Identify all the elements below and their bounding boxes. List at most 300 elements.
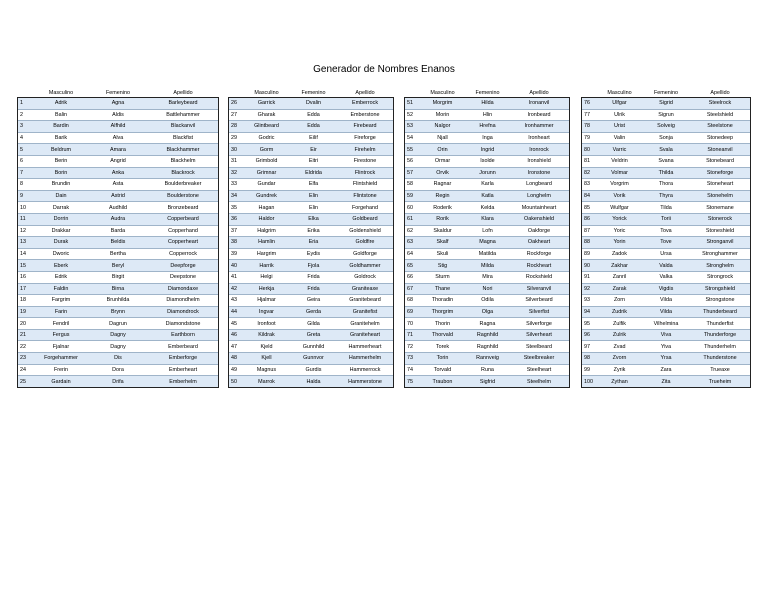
table-row (229, 341, 393, 353)
row-number: 46 (229, 329, 243, 341)
male-name: Harrik (243, 260, 290, 272)
table-row (582, 213, 750, 225)
male-name: Zythan (597, 376, 642, 387)
row-number: 66 (405, 271, 419, 283)
table-row (582, 376, 750, 387)
column-header-male: Masculino (243, 88, 290, 98)
row-number: 30 (229, 144, 243, 156)
row-number: 70 (405, 318, 419, 330)
row-number: 3 (18, 121, 34, 133)
table-row (18, 237, 218, 249)
row-number: 5 (18, 144, 34, 156)
male-name: Thorin (419, 318, 466, 330)
male-name: Gharak (243, 109, 290, 121)
surname: Stronghammer (690, 248, 750, 260)
surname: Ironheart (509, 132, 569, 144)
surname: Oakenshield (509, 213, 569, 225)
female-name: Sigfrid (466, 376, 509, 387)
table-row (18, 329, 218, 341)
surname: Hammerhelm (337, 353, 393, 365)
table-row (582, 155, 750, 167)
male-name: Skaldur (419, 225, 466, 237)
male-name: Bardin (34, 121, 88, 133)
female-name: Svana (642, 155, 690, 167)
table-row (582, 248, 750, 260)
female-name: Drifa (88, 376, 148, 387)
male-name: Thorgrim (419, 306, 466, 318)
female-name: Sonja (642, 132, 690, 144)
male-name: Skuli (419, 248, 466, 260)
table-row (582, 167, 750, 179)
row-number: 21 (18, 329, 34, 341)
row-number: 62 (405, 225, 419, 237)
surname: Stoneheart (690, 179, 750, 191)
female-name: Yrsa (642, 353, 690, 365)
female-name: Milda (466, 260, 509, 272)
surname: Goldhammer (337, 260, 393, 272)
male-name: Yorin (597, 237, 642, 249)
table-row (229, 121, 393, 133)
male-name: Herkja (243, 283, 290, 295)
female-name: Elka (290, 213, 337, 225)
row-number: 37 (229, 225, 243, 237)
male-name: Berin (34, 155, 88, 167)
table-row (582, 144, 750, 156)
male-name: Gundar (243, 179, 290, 191)
row-number: 98 (582, 353, 597, 365)
female-name: Gunnhild (290, 341, 337, 353)
female-name: Geira (290, 295, 337, 307)
column-header-female: Femenino (642, 88, 690, 98)
row-number: 22 (18, 341, 34, 353)
table-row (18, 167, 218, 179)
female-name: Beryl (88, 260, 148, 272)
row-number: 86 (582, 213, 597, 225)
male-name: Edrik (34, 271, 88, 283)
male-name: Faldin (34, 283, 88, 295)
table-row (18, 213, 218, 225)
female-name: Thyra (642, 190, 690, 202)
surname: Oakheart (509, 237, 569, 249)
row-number: 29 (229, 132, 243, 144)
male-name: Orvik (419, 167, 466, 179)
female-name: Olga (466, 306, 509, 318)
female-name: Beldis (88, 237, 148, 249)
surname: Strongrock (690, 271, 750, 283)
female-name: Dvalin (290, 98, 337, 110)
female-name: Greta (290, 329, 337, 341)
table-row (18, 132, 218, 144)
row-number: 79 (582, 132, 597, 144)
surname: Steelbreaker (509, 353, 569, 365)
surname: Strongshield (690, 283, 750, 295)
surname: Diamondstone (148, 318, 218, 330)
male-name: Torvald (419, 364, 466, 376)
surname: Thunderbeard (690, 306, 750, 318)
table-row (229, 248, 393, 260)
row-number: 75 (405, 376, 419, 387)
female-name: Thilda (642, 167, 690, 179)
male-name: Grimbold (243, 155, 290, 167)
table-row (229, 318, 393, 330)
row-number: 25 (18, 376, 34, 387)
male-name: Eberk (34, 260, 88, 272)
row-number: 89 (582, 248, 597, 260)
surname: Ironrock (509, 144, 569, 156)
row-number: 2 (18, 109, 34, 121)
table-row (229, 376, 393, 387)
surname: Copperhand (148, 225, 218, 237)
row-number: 55 (405, 144, 419, 156)
table-row (229, 364, 393, 376)
table-row (405, 318, 569, 330)
surname: Granitebeard (337, 295, 393, 307)
surname: Steelstone (690, 121, 750, 133)
surname: Boulderstone (148, 190, 218, 202)
male-name: Yoric (597, 225, 642, 237)
table-row (18, 248, 218, 260)
surname: Stonedeep (690, 132, 750, 144)
row-number: 65 (405, 260, 419, 272)
female-name: Jorunn (466, 167, 509, 179)
surname: Barleybeard (148, 98, 218, 110)
female-name: Gilda (290, 318, 337, 330)
female-name: Birgit (88, 271, 148, 283)
female-name: Gerda (290, 306, 337, 318)
row-number: 60 (405, 202, 419, 214)
male-name: Valin (597, 132, 642, 144)
table-row (405, 306, 569, 318)
male-name: Ulfgar (597, 98, 642, 110)
male-name: Gundrek (243, 190, 290, 202)
column-header-male: Masculino (419, 88, 466, 98)
row-number: 61 (405, 213, 419, 225)
row-number: 40 (229, 260, 243, 272)
row-number: 44 (229, 306, 243, 318)
row-number: 80 (582, 144, 597, 156)
column-header-number (405, 88, 419, 98)
table-row (582, 202, 750, 214)
surname: Diamondhelm (148, 295, 218, 307)
female-name: Dora (88, 364, 148, 376)
female-name: Hlin (466, 109, 509, 121)
surname: Stoneshield (690, 225, 750, 237)
names-table-2 (229, 88, 393, 387)
column-header-surname: Apellido (337, 88, 393, 98)
female-name: Eir (290, 144, 337, 156)
table-row (405, 329, 569, 341)
male-name: Nalgor (419, 121, 466, 133)
female-name: Yiva (642, 341, 690, 353)
surname: Firestone (337, 155, 393, 167)
surname: Blackfist (148, 132, 218, 144)
table-row (582, 132, 750, 144)
male-name: Zulrik (597, 329, 642, 341)
table-row (18, 98, 218, 110)
table-row (18, 190, 218, 202)
male-name: Fergus (34, 329, 88, 341)
table-row (405, 179, 569, 191)
female-name: Elin (290, 202, 337, 214)
table-row (582, 237, 750, 249)
surname: Boulderbreaker (148, 179, 218, 191)
female-name: Nori (466, 283, 509, 295)
female-name: Hilda (466, 98, 509, 110)
table-row (229, 295, 393, 307)
surname: Ironshield (509, 155, 569, 167)
table-row (18, 318, 218, 330)
male-name: Halgrim (243, 225, 290, 237)
row-number: 1 (18, 98, 34, 110)
table-row (405, 167, 569, 179)
male-name: Zvad (597, 341, 642, 353)
table-row (405, 248, 569, 260)
row-number: 43 (229, 295, 243, 307)
row-number: 9 (18, 190, 34, 202)
male-name: Morgrim (419, 98, 466, 110)
surname: Fireforge (337, 132, 393, 144)
row-number: 11 (18, 213, 34, 225)
surname: Stronganvil (690, 237, 750, 249)
row-number: 91 (582, 271, 597, 283)
surname: Flintshield (337, 179, 393, 191)
table-row (405, 295, 569, 307)
male-name: Kildrak (243, 329, 290, 341)
female-name: Ingrid (466, 144, 509, 156)
female-name: Gurdis (290, 364, 337, 376)
row-number: 32 (229, 167, 243, 179)
table-row (18, 179, 218, 191)
surname: Emberheart (148, 364, 218, 376)
male-name: Dain (34, 190, 88, 202)
column-header-surname: Apellido (148, 88, 218, 98)
female-name: Kelda (466, 202, 509, 214)
female-name: Odila (466, 295, 509, 307)
table-row (582, 260, 750, 272)
female-name: Eitri (290, 155, 337, 167)
surname: Thunderforge (690, 329, 750, 341)
male-name: Hamlin (243, 237, 290, 249)
surname: Emberstone (337, 109, 393, 121)
row-number: 14 (18, 248, 34, 260)
row-number: 49 (229, 364, 243, 376)
female-name: Frida (290, 283, 337, 295)
table-row (582, 225, 750, 237)
female-name: Birna (88, 283, 148, 295)
surname: Stronghelm (690, 260, 750, 272)
surname: Ironbeard (509, 109, 569, 121)
table-row (18, 364, 218, 376)
male-name: Ormar (419, 155, 466, 167)
female-name: Sigrid (642, 98, 690, 110)
surname: Stonebeard (690, 155, 750, 167)
table-row (18, 376, 218, 387)
female-name: Thora (642, 179, 690, 191)
female-name: Ragna (466, 318, 509, 330)
table-row (405, 98, 569, 110)
row-number: 45 (229, 318, 243, 330)
row-number: 34 (229, 190, 243, 202)
female-name: Katla (466, 190, 509, 202)
surname: Copperheart (148, 237, 218, 249)
male-name: Barik (34, 132, 88, 144)
female-name: Bertha (88, 248, 148, 260)
row-number: 96 (582, 329, 597, 341)
row-number: 18 (18, 295, 34, 307)
table-row (582, 190, 750, 202)
male-name: Kjell (243, 353, 290, 365)
surname: Trueheim (690, 376, 750, 387)
row-number: 87 (582, 225, 597, 237)
female-name: Valka (642, 271, 690, 283)
table-row (18, 295, 218, 307)
male-name: Thorvald (419, 329, 466, 341)
table-row (582, 341, 750, 353)
row-number: 31 (229, 155, 243, 167)
surname: Firebeard (337, 121, 393, 133)
row-number: 27 (229, 109, 243, 121)
female-name: Halda (290, 376, 337, 387)
surname: Stoneanvil (690, 144, 750, 156)
surname: Diamondaxe (148, 283, 218, 295)
row-number: 77 (582, 109, 597, 121)
male-name: Zorn (597, 295, 642, 307)
row-number: 81 (582, 155, 597, 167)
table-row (405, 155, 569, 167)
female-name: Fjola (290, 260, 337, 272)
table-row (18, 260, 218, 272)
table-row (229, 155, 393, 167)
male-name: Ingvar (243, 306, 290, 318)
table-row (405, 225, 569, 237)
female-name: Solveig (642, 121, 690, 133)
female-name: Angrid (88, 155, 148, 167)
table-row (18, 353, 218, 365)
surname: Forgehand (337, 202, 393, 214)
surname: Flintstone (337, 190, 393, 202)
row-number: 51 (405, 98, 419, 110)
male-name: Fjalnar (34, 341, 88, 353)
row-number: 36 (229, 213, 243, 225)
male-name: Hjalmar (243, 295, 290, 307)
surname: Diamondrock (148, 306, 218, 318)
male-name: Dorrin (34, 213, 88, 225)
surname: Goldforge (337, 248, 393, 260)
male-name: Urist (597, 121, 642, 133)
column-header-female: Femenino (290, 88, 337, 98)
table-row (229, 283, 393, 295)
table-row (18, 202, 218, 214)
table-row (18, 341, 218, 353)
female-name: Tove (642, 237, 690, 249)
surname: Copperrock (148, 248, 218, 260)
female-name: Zara (642, 364, 690, 376)
surname: Blackhammer (148, 144, 218, 156)
female-name: Zita (642, 376, 690, 387)
surname: Steelhelm (509, 376, 569, 387)
male-name: Roderik (419, 202, 466, 214)
surname: Goldrock (337, 271, 393, 283)
column-header-male: Masculino (34, 88, 88, 98)
row-number: 92 (582, 283, 597, 295)
male-name: Farin (34, 306, 88, 318)
table-row (229, 202, 393, 214)
row-number: 48 (229, 353, 243, 365)
female-name: Ragnhild (466, 341, 509, 353)
row-number: 85 (582, 202, 597, 214)
female-name: Frida (290, 271, 337, 283)
row-number: 10 (18, 202, 34, 214)
female-name: Isolde (466, 155, 509, 167)
male-name: Torek (419, 341, 466, 353)
row-number: 7 (18, 167, 34, 179)
female-name: Astrid (88, 190, 148, 202)
column-header-male: Masculino (597, 88, 642, 98)
row-number: 26 (229, 98, 243, 110)
female-name: Dagrun (88, 318, 148, 330)
surname: Stoneforge (690, 167, 750, 179)
male-name: Zvorn (597, 353, 642, 365)
page-title: Generador de Nombres Enanos (313, 64, 455, 75)
table-row (229, 144, 393, 156)
surname: Stonerock (690, 213, 750, 225)
female-name: Rannveig (466, 353, 509, 365)
female-name: Erika (290, 225, 337, 237)
row-number: 17 (18, 283, 34, 295)
female-name: Gunnvor (290, 353, 337, 365)
male-name: Zanril (597, 271, 642, 283)
table-row (229, 353, 393, 365)
table-row (582, 306, 750, 318)
female-name: Brunhilda (88, 295, 148, 307)
male-name: Torin (419, 353, 466, 365)
row-number: 52 (405, 109, 419, 121)
row-number: 100 (582, 376, 597, 387)
male-name: Garrick (243, 98, 290, 110)
male-name: Gorm (243, 144, 290, 156)
surname: Emberhelm (148, 376, 218, 387)
female-name: Runa (466, 364, 509, 376)
row-number: 73 (405, 353, 419, 365)
row-number: 95 (582, 318, 597, 330)
female-name: Aldis (88, 109, 148, 121)
surname: Stonehelm (690, 190, 750, 202)
male-name: Borin (34, 167, 88, 179)
female-name: Inga (466, 132, 509, 144)
surname: Stonemane (690, 202, 750, 214)
female-name: Hrefna (466, 121, 509, 133)
female-name: Dis (88, 353, 148, 365)
table-row (229, 167, 393, 179)
male-name: Vorgrim (597, 179, 642, 191)
table-row (405, 376, 569, 387)
surname: Rockheart (509, 260, 569, 272)
female-name: Eilif (290, 132, 337, 144)
row-number: 56 (405, 155, 419, 167)
female-name: Alfhild (88, 121, 148, 133)
female-name: Lofn (466, 225, 509, 237)
table-row (229, 190, 393, 202)
male-name: Hargrim (243, 248, 290, 260)
surname: Silverfist (509, 306, 569, 318)
row-number: 53 (405, 121, 419, 133)
surname: Ironstone (509, 167, 569, 179)
table-row (405, 237, 569, 249)
table-row (229, 109, 393, 121)
surname: Longbeard (509, 179, 569, 191)
female-name: Audhild (88, 202, 148, 214)
column-header-surname: Apellido (509, 88, 569, 98)
